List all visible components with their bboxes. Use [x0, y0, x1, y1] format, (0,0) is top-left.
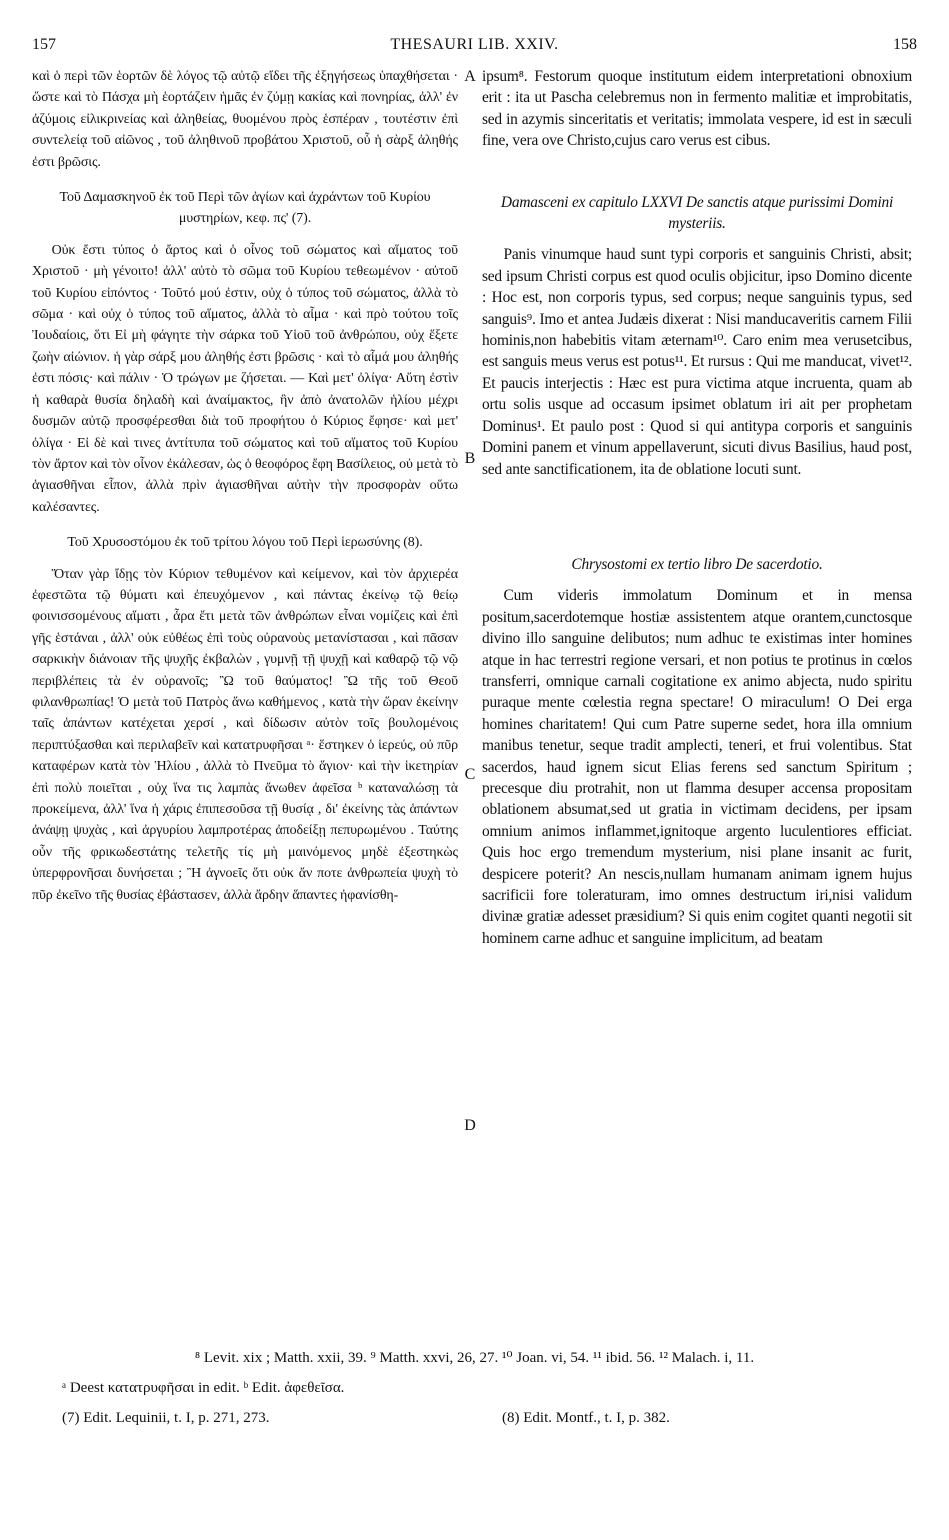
latin-column: [482, 66, 912, 1326]
margin-marker-a: A: [464, 68, 476, 85]
latin-paragraph-intro: ipsum⁸. Festorum quoque institutum eidem interpretationi obnoxium erit : ita ut Pascha celebremus non in fermento malitiæ et improbitatis, sed in azymis sinceritatis et veritatis; immolata vespere, id est in sæculi fine, vera ove Christo,cujus caro verus est cibus.: [482, 68, 912, 150]
greek-heading-damascene: Τοῦ Δαμασκηνοῦ ἐκ τοῦ Περὶ τῶν ἁγίων καὶ ἀχράντων τοῦ Κυρίου μυστηρίων, κεφ. πς' (7).: [59, 190, 431, 227]
footnote-variants: ᵃ Deest κατατρυφῆσαι in edit. ᵇ Edit. ἀφεθεῖσα.: [62, 1380, 345, 1396]
right-page-number: 158: [893, 36, 917, 53]
greek-heading-chrysostom: Τοῦ Χρυσοστόμου ἐκ τοῦ τρίτου λόγου τοῦ Περὶ ἱερωσύνης (8).: [67, 535, 423, 551]
margin-marker-b: B: [464, 450, 476, 467]
latin-paragraph-chrysostom: Cum videris immolatum Dominum et in mensa positum,sacerdotemque hostiæ assistentem atque orantem,cunctosque divino illo sanguine delibutos; num adhuc te existimas inter homines atque in hac terrestri regione versari, et non potius te protinus in cœlos transferri, omnique carnali cogitatione ex animo abjecta, nudo spiritu puraque mente cœlestia regna spectare! O miraculum! O Dei erga homines charitatem! Qui cum Patre superne sedet, hora illa omnium manibus tenetur, seque tradit amplecti, teneri, et frui volentibus. Stat sacerdos, haud ignem sicut Elias ferens sed sanctum Spiritum ; precesque diu protrahit, non ut flamma desuper accensa propositam oblationem absumat,sed ut gratia in victimam decidens, per ipsam omnium animos inflammet,ignitoque argento luculentiores efficiat. Quis hoc ergo tremendum mysterium, nisi plane insanit ac furit, despicere poterit? An nescis,nullam humanam animam ignem hujus sacrificii fore toleraturam, imo omnes destructum iri,nisi validum divinæ gratiæ adesset præsidium? Si quis enim cogitet quanti negotii sit hominem carne adhuc et sanguine implicitum, ad beatam: [482, 587, 912, 947]
greek-paragraph-damascene: Οὐκ ἔστι τύπος ὁ ἄρτος καὶ ὁ οἶνος τοῦ σώματος καὶ αἵματος τοῦ Χριστοῦ · μὴ γένοιτο! ἀλλ' αὐτὸ τὸ σῶμα τοῦ Κυρίου τεθεωμένον · αὐτοῦ τοῦ Κυρίου εἰπόντος · Τοῦτό μού ἐστιν, οὐχ ὁ τύπος τοῦ σώματος, ἀλλὰ τὸ σῶμα · καὶ οὐχ ὁ τύπος τοῦ αἵματος, ἀλλὰ τὸ αἷμα · καὶ πρὸ τούτου τοῖς Ἰουδαίοις, ὅτι Εἰ μὴ φάγητε τὴν σάρκα τοῦ Υἱοῦ τοῦ ἀνθρώπου, οὐχ ἕξετε ζωὴν αἰώνιον. ἡ γὰρ σάρξ μου ἀληθής ἐστι βρῶσις · καὶ τὸ αἷμά μου ἀληθής ἐστι πόσις· καὶ πάλιν · Ὁ τρώγων με ζήσεται. — Καὶ μετ' ὀλίγα· Αὕτη ἐστὶν ἡ καθαρὰ θυσία δηλαδὴ καὶ ἀναίμακτος, ἣν ἀπὸ ἀνατολῶν ἡλίου μέχρι δυσμῶν αὐτῷ προσφέρεσθαι διὰ τοῦ προφήτου ὁ Κύριος ἔφησε· καὶ μετ' ὀλίγα · Εἰ δὲ καὶ τινες ἀντίτυπα τοῦ σώματος καὶ τοῦ αἵματος τοῦ Κυρίου τὸν ἄρτον καὶ τὸν οἶνον ἐκάλεσαν, ὡς ὁ θεοφόρος ἔφη Βασίλειος, οὐ μετὰ τὸ ἁγιασθῆναι εἶπον, ἀλλὰ πρὶν ἁγιασθῆναι αὐτὴν τὴν προσφορὰν οὕτω καλέσαντες.: [32, 242, 458, 515]
greek-paragraph-chrysostom: Ὅταν γὰρ ἴδῃς τὸν Κύριον τεθυμένον καὶ κείμενον, καὶ τὸν ἀρχιερέα ἐφεστῶτα τῷ θύματι καὶ ἐπευχόμενον , καὶ πάντας ἐκείνῳ τῷ θείῳ φοινισσομένους αἵματι , ἆρα ἔτι μετὰ τῶν ἀνθρώπων εἶναι νομίζεις καὶ ἐπὶ γῆς ἑστάναι , ἀλλ' οὐκ εὐθέως ἐπὶ τοὺς οὐρανοὺς μετανίστασαι , καὶ πᾶσαν σαρκικὴν διάνοιαν τῆς ψυχῆς ἐκβαλὼν , γυμνῇ τῇ ψυχῇ καὶ καθαρῷ τῷ νῷ περιβλέπεις τὰ ἐν οὐρανοῖς; Ὢ τοῦ θαύματος! Ὢ τῆς τοῦ Θεοῦ φιλανθρωπίας! Ὁ μετὰ τοῦ Πατρὸς ἄνω καθήμενος , κατὰ τὴν ὥραν ἐκείνην ταῖς ἁπάντων κατέχεται χερσί , καὶ δίδωσιν αὐτὸν τοῖς βουλομένοις περιπτύξασθαι καὶ περιλαβεῖν καὶ κατατρυφῆσαι ᵃ· ἕστηκεν ὁ ἱερεύς, οὐ πῦρ καταφέρων κατὰ τὸν Ἡλίου , ἀλλὰ τὸ Πνεῦμα τὸ ἅγιον· καὶ τὴν ἱκετηρίαν ἐπὶ πολὺ ποιεῖται , οὐχ ἵνα τις λαμπὰς ἄνωθεν ἀφεῖσα ᵇ καταναλώσῃ τὰ προκείμενα, ἀλλ' ἵνα ἡ χάρις ἐπιπεσοῦσα τῇ θυσίᾳ , δι' ἐκείνης τὰς ἁπάντων ἀνάψῃ ψυχὰς , καὶ ἀργυρίου λαμπροτέρας ἀποδείξῃ πεπυρωμένου . Ταύτης οὖν τῆς φρικωδεστάτης τελετῆς τίς μὴ μαινόμενος μηδὲ ἐξεστηκὼς ὑπερφρονῆσαι δυνήσεται ; Ἢ ἀγνοεῖς ὅτι οὐκ ἄν ποτε ἀνθρωπεία ψυχὴ τὸ πῦρ ἐκεῖνο τῆς θυσίας ἐβάστασεν, ἀλλὰ ἄρδην ἅπαντες ἠφανίσθη-: [32, 566, 458, 903]
footnote-references: ⁸ Levit. xix ; Matth. xxii, 39. ⁹ Matth. xxvi, 26, 27. ¹⁰ Joan. vi, 54. ¹¹ ibid. 56. ¹² Malach. i, 11.: [194, 1350, 755, 1366]
greek-paragraph-intro: καὶ ὁ περὶ τῶν ἑορτῶν δὲ λόγος τῷ αὐτῷ εἴδει τῆς ἐξηγήσεως ὑπαχθήσεται · ὥστε καὶ τὸ Πάσχα μὴ ἑορτάζειν ἡμᾶς ἐν ζύμῃ κακίας καὶ πονηρίας, ἀλλ' ἐν ἀζύμοις εἰλικρινείας καὶ ἀληθείας, θυομένου πρὸς ἑσπέραν , τουτέστιν ἐπὶ συντελείᾳ τοῦ αἰῶνος , τοῦ ἀληθινοῦ προβάτου Χριστοῦ, οὗ ἡ σὰρξ ἀληθής ἐστι βρῶσις.: [32, 69, 458, 170]
footnote-edition-7: (7) Edit. Lequinii, t. I, p. 271, 273.: [62, 1410, 270, 1426]
margin-marker-c: C: [464, 766, 476, 783]
latin-heading-damascene: Damasceni ex capitulo LXXVI De sanctis atque purissimi Domini mysteriis.: [500, 193, 894, 233]
latin-heading-chrysostom: Chrysostomi ex tertio libro De sacerdotio.: [571, 555, 823, 573]
margin-marker-d: D: [464, 1117, 476, 1134]
left-page-number: 157: [32, 36, 56, 53]
running-title: THESAURI LIB. XXIV.: [390, 36, 559, 53]
footnote-edition-8: (8) Edit. Montf., t. I, p. 382.: [502, 1410, 670, 1426]
page-header: [32, 36, 917, 58]
greek-column: [32, 66, 458, 1326]
latin-paragraph-damascene: Panis vinumque haud sunt typi corporis et sanguinis Christi, absit; sed ipsum Christi corpus est quod oculis objicitur, ipso Domino dicente : Hoc est, non corporis typus, sed corpus; neque sanguinis typus, sed sanguis⁹. Imo et antea Judæis dixerat : Nisi manducaveritis carnem Filii hominis,non habebitis vitam æternam¹⁰. Caro enim mea verusetcibus, est sanguis meus verus est potus¹¹. Et rursus : Qui me manducat, vivet¹². Et paucis interjectis : Hæc est pura victima atque incruenta, quam ab ortu solis usque ad occasum ipsimet oblatum iri ait per prophetam Dominus¹. Et paulo post : Quod si qui antitypa corporis et sanguinis Domini panem et vinum appellaverunt, sicuti divus Basilius, haud post, sed ante sanctificationem, ita de oblatione locuti sunt.: [482, 246, 912, 478]
